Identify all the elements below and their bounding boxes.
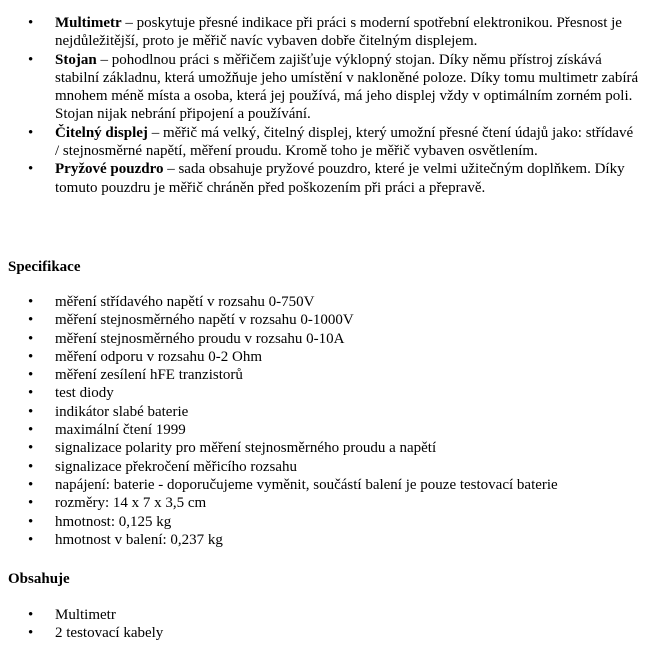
feature-term: Multimetr [55,15,122,31]
bullet-icon: • [28,607,34,623]
feature-item-stojan [0,51,640,124]
spec-item [0,311,640,329]
feature-item-pouzdro [0,160,640,197]
spec-text: maximální čtení 1999 [55,422,186,439]
spec-item [0,366,640,384]
spec-item [0,348,640,366]
contents-text: Multimetr [55,607,116,623]
contents-list [0,606,640,643]
bullet-icon: • [28,51,34,68]
spec-item [0,403,640,421]
spec-text: rozměry: 14 x 7 x 3,5 cm [55,495,207,512]
spec-item [0,513,640,531]
spec-item [0,458,640,476]
spec-text: hmotnost: 0,125 kg [55,513,172,530]
spec-text: měření zesílení hFE tranzistorů [55,367,243,384]
spec-item [0,330,640,348]
feature-text: – měřič má velký, čitelný displej, který umožní přesné čtení údajů jako: střídavé / stejnosměrné napětí, měření proudu. Kromě toho je měřič vybaven osvětlením. [55,124,634,160]
spec-text: měření odporu v rozsahu 0-2 Ohm [55,348,263,365]
bullet-icon: • [28,531,34,548]
feature-text: – poskytuje přesné indikace při práci s moderní spotřební elektronikou. Přesnost je nejdůležitější, proto je měřič navíc vybaven dobře čitelným displejem. [55,15,622,50]
contents-text: 2 testovací kabely [55,625,164,642]
bullet-icon: • [28,348,34,365]
spec-text: měření stejnosměrného proudu v rozsahu 0-10A [55,330,345,347]
bullet-icon: • [28,367,34,384]
features-list [0,14,640,197]
spec-item [0,439,640,457]
bullet-icon: • [28,312,34,329]
bullet-icon: • [28,403,34,420]
bullet-icon: • [28,513,34,530]
feature-term: Stojan [55,51,97,68]
feature-text: – pohodlnou práci s měřičem zajišťuje výklopný stojan. Díky němu přístroj získává stabilní základnu, která umožňuje jeho umístění v nakloněné poloze. Díky tomu multimetr zabírá mnohem méně místa a osoba, která jej používá, má jeho displej vždy v optimálním zorném poli. Stojan nijak nebrání připojení a používání. [55,51,639,123]
bullet-icon: • [28,294,34,310]
spec-text: hmotnost v balení: 0,237 kg [55,531,223,548]
feature-term: Pryžové pouzdro [55,161,164,178]
bullet-icon: • [28,124,34,141]
bullet-icon: • [28,15,34,31]
spec-text: napájení: baterie - doporučujeme vyměnit, součástí balení je pouze testovací baterie [55,476,558,493]
bullet-icon: • [28,495,34,512]
spec-item [0,384,640,402]
bullet-icon: • [28,440,34,457]
specifications-heading: Specifikace [8,259,81,275]
bullet-icon: • [28,330,34,347]
spec-text: signalizace překročení měřicího rozsahu [55,458,297,475]
bullet-icon: • [28,458,34,475]
spec-item [0,293,640,311]
spec-item [0,494,640,512]
contents-heading: Obsahuje [8,571,70,587]
bullet-icon: • [28,625,34,642]
bullet-icon: • [28,476,34,493]
bullet-icon: • [28,385,34,402]
feature-text: – sada obsahuje pryžové pouzdro, které je velmi užitečným doplňkem. Díky tomuto pouzdru je měřič chráněn před poškozením při práci a přepravě. [55,161,625,196]
spec-item [0,476,640,494]
spec-text: test diody [55,385,114,402]
feature-item-multimetr [0,14,640,51]
spec-item [0,531,640,549]
contents-item [0,606,640,624]
contents-item [0,624,640,642]
spec-text: indikátor slabé baterie [55,403,189,420]
spec-text: měření střídavého napětí v rozsahu 0-750V [55,294,315,310]
feature-term: Čitelný displej [55,124,148,141]
bullet-icon: • [28,422,34,439]
spec-text: signalizace polarity pro měření stejnosměrného proudu a napětí [55,440,437,457]
specifications-list [0,293,640,549]
spec-item [0,421,640,439]
bullet-icon: • [28,161,34,178]
spec-text: měření stejnosměrného napětí v rozsahu 0-1000V [55,312,354,329]
feature-item-displej [0,124,640,161]
